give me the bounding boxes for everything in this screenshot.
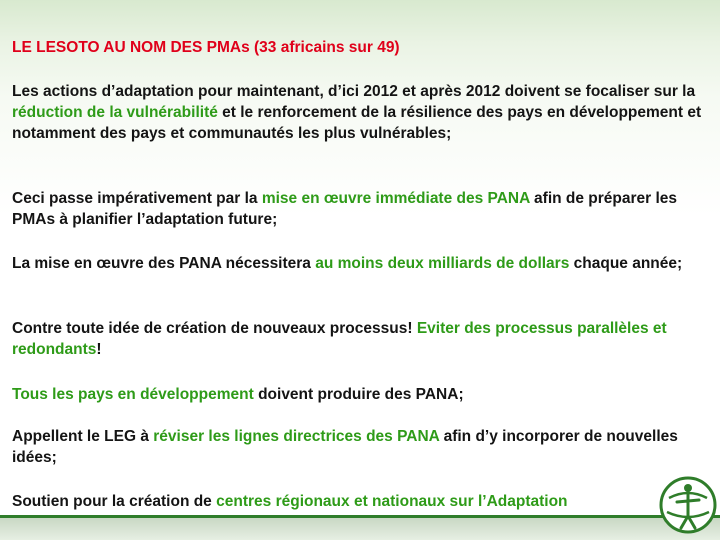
globe-figure-logo-icon bbox=[657, 474, 719, 536]
body-text: afin d’y incorporer de nouvelles idées; bbox=[12, 428, 678, 466]
body-text: et le renforcement de la résilience des pays en développement et notamment des pays et communautés les plus vulnérables; bbox=[12, 104, 702, 142]
body-text: Contre toute idée de création de nouveaux processus! bbox=[12, 320, 417, 337]
body-text: Soutien pour la création de bbox=[12, 493, 217, 510]
highlighted-text: Eviter des processus parallèles et redondants bbox=[12, 320, 667, 358]
paragraph-regional-centres bbox=[12, 491, 712, 512]
body-text: Les actions d’adaptation pour maintenant, d’ici 2012 et après 2012 doivent se focaliser sur la bbox=[12, 83, 696, 100]
body-text: Appellent le LEG à bbox=[12, 428, 154, 445]
body-text: ! bbox=[96, 341, 102, 358]
highlighted-text: mise en œuvre immédiate des PANA bbox=[261, 190, 530, 207]
paragraph-pana-implementation bbox=[12, 188, 712, 230]
slide-title: LE LESOTO AU NOM DES PMAs (33 africains sur 49) bbox=[12, 39, 400, 56]
body-text: La mise en œuvre des PANA nécessitera bbox=[12, 255, 316, 272]
paragraph-vulnerability bbox=[12, 81, 712, 144]
highlighted-text: au moins deux milliards de dollars bbox=[315, 255, 570, 272]
paragraph-no-new-processes bbox=[12, 318, 712, 360]
footer-band bbox=[0, 518, 720, 540]
body-text: chaque année; bbox=[569, 255, 683, 272]
body-text: afin de préparer les PMAs à planifier l’adaptation future; bbox=[12, 190, 678, 228]
highlighted-text: centres régionaux et nationaux sur l’Adaptation bbox=[216, 493, 568, 510]
highlighted-text: réviser les lignes directrices des PANA bbox=[153, 428, 440, 445]
paragraph-leg-review bbox=[12, 426, 712, 468]
paragraph-all-countries bbox=[12, 384, 712, 405]
highlighted-text: réduction de la vulnérabilité bbox=[12, 104, 218, 121]
paragraph-funding bbox=[12, 253, 712, 274]
highlighted-text: Tous les pays en développement bbox=[12, 386, 254, 403]
body-text: Ceci passe impérativement par la bbox=[12, 190, 262, 207]
body-text: doivent produire des PANA; bbox=[253, 386, 464, 403]
